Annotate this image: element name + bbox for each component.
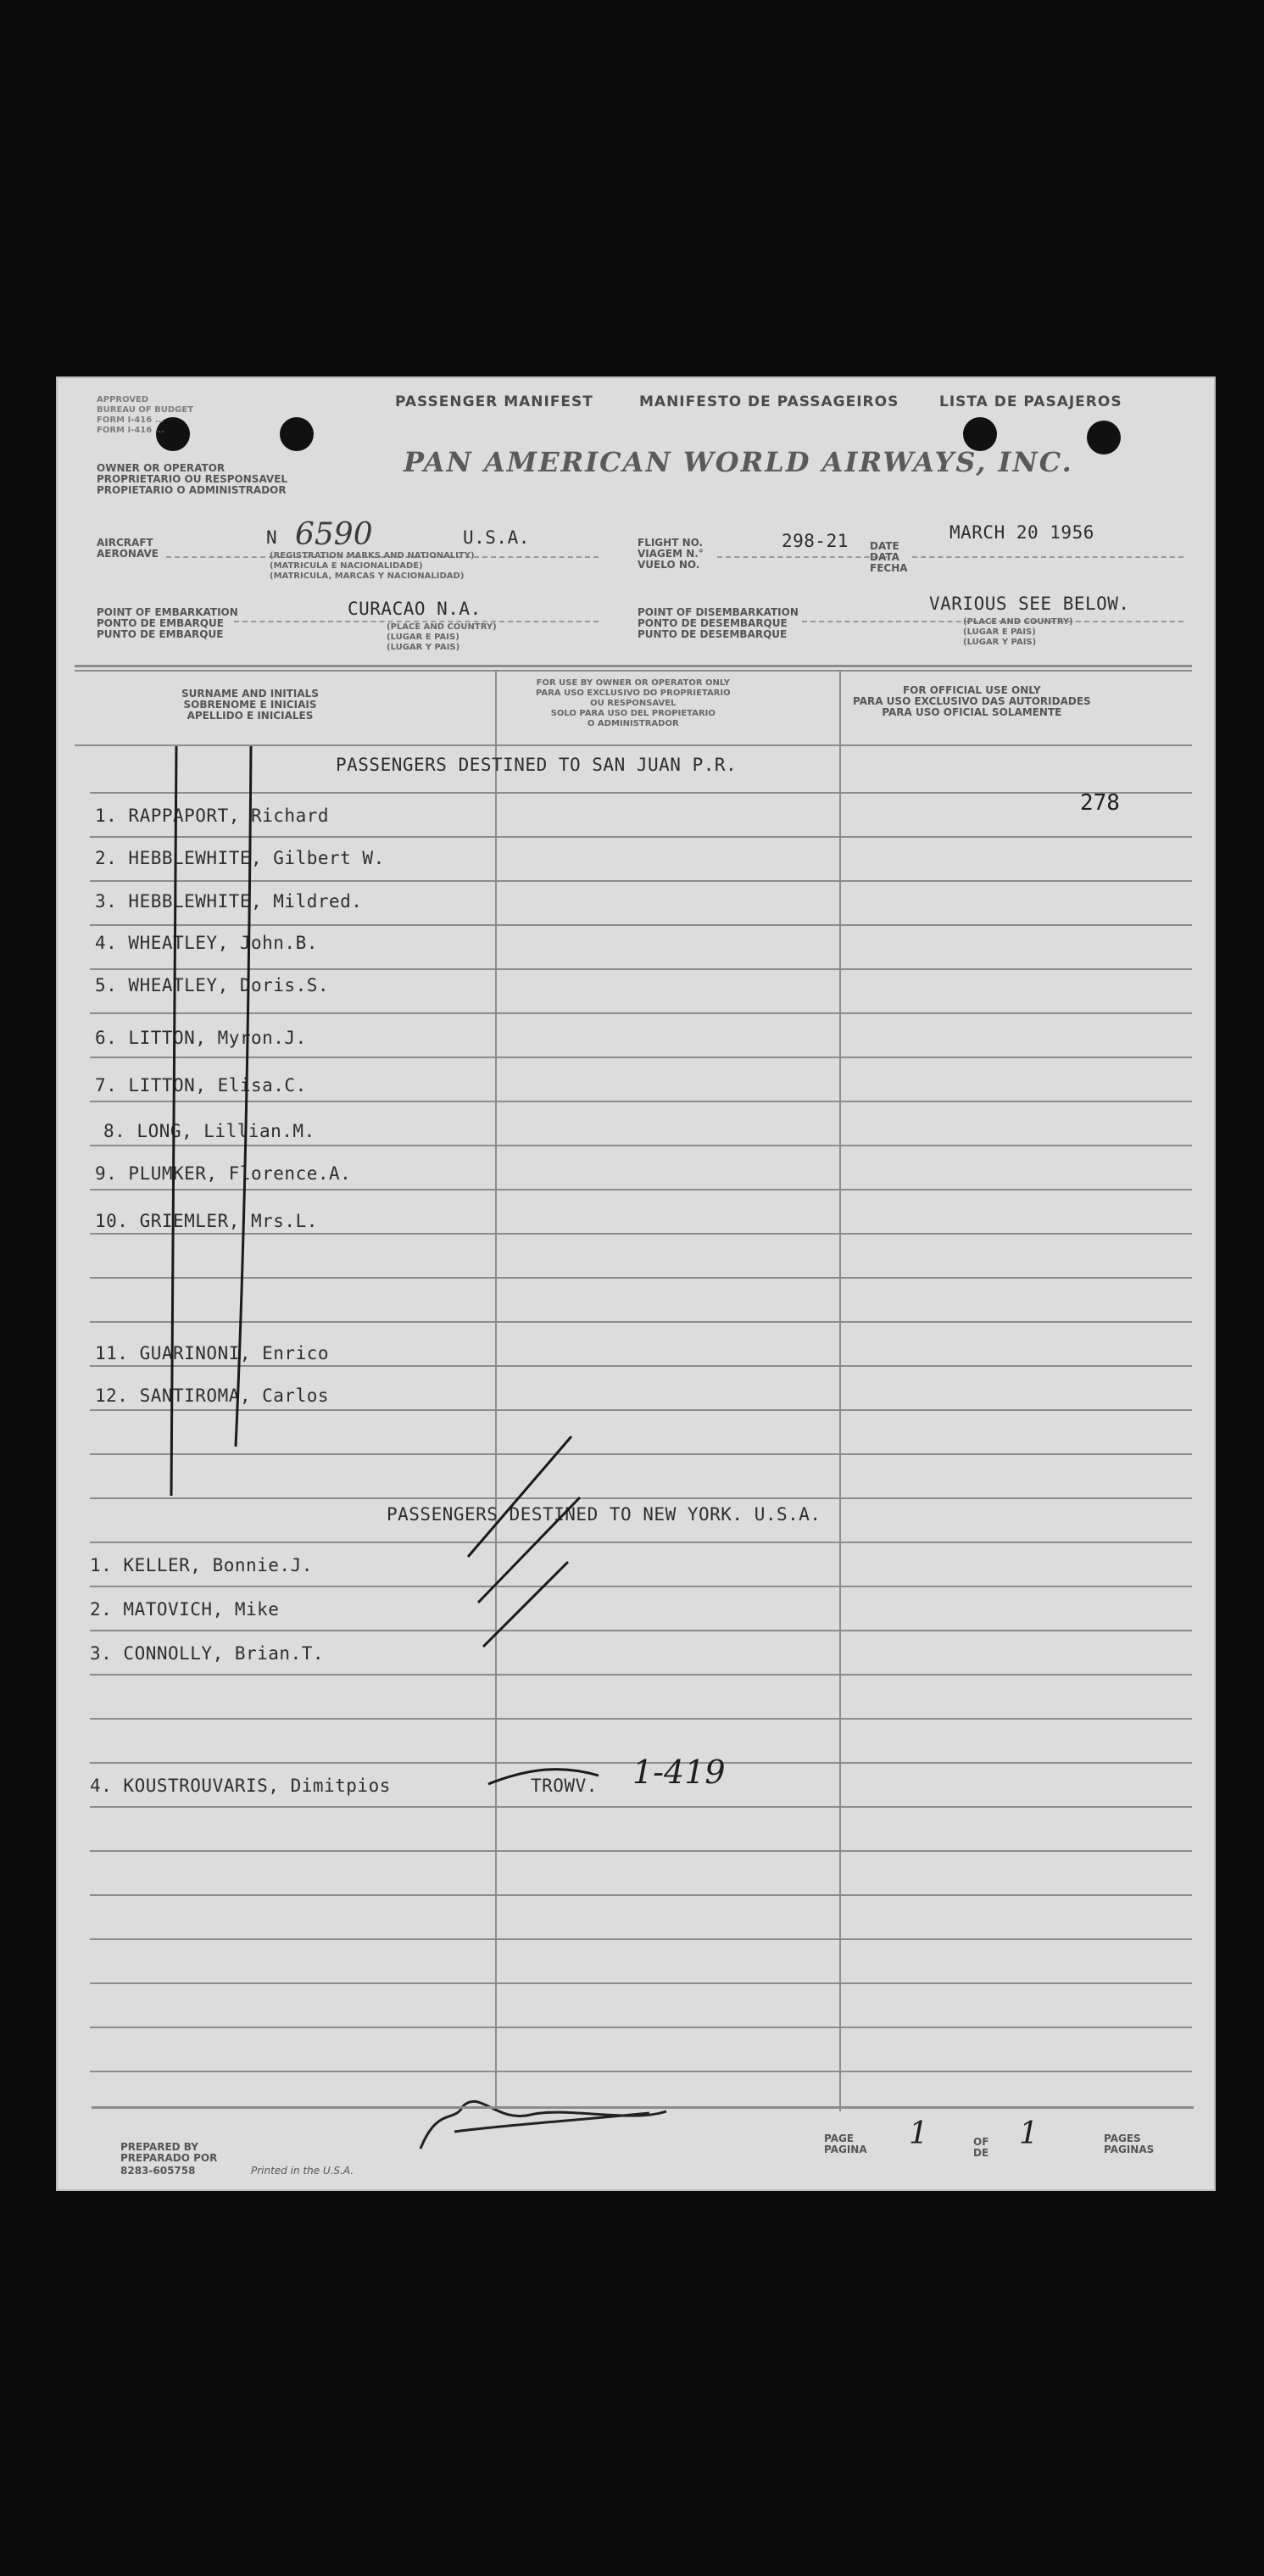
pen-marks bbox=[56, 376, 1216, 2191]
passenger-row: 6. LITTON, Myron.J. bbox=[95, 1028, 307, 1048]
aircraft-sublabel: (REGISTRATION MARKS AND NATIONALITY) (MATRICULA E NACIONALIDADE) (MATRICULA, MARCAS Y NACIONALIDAD) bbox=[270, 551, 475, 581]
passenger-row: 8. LONG, Lillian.M. bbox=[103, 1121, 315, 1141]
passenger-row: 1. KELLER, Bonnie.J. bbox=[90, 1555, 313, 1575]
official-note: 278 bbox=[1080, 790, 1120, 816]
disembarkation-value: VARIOUS SEE BELOW. bbox=[929, 594, 1130, 614]
column-names-header: SURNAME AND INITIALS SOBRENOME E INICIAIS APELLIDO E INICIALES bbox=[181, 688, 319, 722]
page-label: PAGE PAGINA bbox=[824, 2133, 867, 2155]
disembarkation-sublabel: (PLACE AND COUNTRY) (LUGAR E PAIS) (LUGAR Y PAIS) bbox=[963, 617, 1073, 647]
of-label: OF DE bbox=[973, 2136, 989, 2159]
disembarkation-label: POINT OF DISEMBARKATION PONTO DE DESEMBARQUE PUNTO DE DESEMBARQUE bbox=[638, 606, 799, 640]
total-pages: 1 bbox=[1019, 2116, 1038, 2151]
passenger-row: 3. CONNOLLY, Brian.T. bbox=[90, 1643, 325, 1664]
column-official-header: FOR OFFICIAL USE ONLY PARA USO EXCLUSIVO DAS AUTORIDADES PARA USO OFICIAL SOLAMENTE bbox=[853, 684, 1091, 718]
passenger-row: 4. KOUSTROUVARIS, Dimitpios bbox=[90, 1776, 391, 1796]
passenger-row: 4. WHEATLEY, John.B. bbox=[95, 933, 318, 953]
flight-label: FLIGHT NO. VIAGEM N.° VUELO NO. bbox=[638, 537, 704, 571]
embarkation-value: CURACAO N.A. bbox=[348, 599, 482, 619]
owner-note-typed: TROWV. bbox=[531, 1776, 598, 1796]
title-spanish: LISTA DE PASAJEROS bbox=[939, 393, 1122, 410]
footer-border bbox=[92, 2106, 1194, 2109]
form-code: 8283-605758 bbox=[120, 2165, 196, 2177]
aircraft-prefix: N bbox=[266, 527, 278, 548]
passenger-row: 3. HEBBLEWHITE, Mildred. bbox=[95, 891, 363, 912]
section-heading-new-york: PASSENGERS DESTINED TO NEW YORK. U.S.A. bbox=[387, 1504, 821, 1525]
passenger-row: 5. WHEATLEY, Doris.S. bbox=[95, 975, 330, 995]
company-name: PAN AMERICAN WORLD AIRWAYS, INC. bbox=[404, 446, 1073, 478]
prepared-by-label: PREPARED BY PREPARADO POR bbox=[120, 2141, 218, 2164]
passenger-row: 11. GUARINONI, Enrico bbox=[95, 1343, 330, 1363]
passenger-row: 10. GRIEMLER, Mrs.L. bbox=[95, 1211, 318, 1231]
flight-date: MARCH 20 1956 bbox=[949, 522, 1094, 543]
aircraft-number: 6590 bbox=[295, 517, 373, 552]
owner-label: OWNER OR OPERATOR PROPRIETARIO OU RESPONSAVEL PROPIETARIO O ADMINISTRADOR bbox=[97, 462, 288, 496]
embarkation-sublabel: (PLACE AND COUNTRY) (LUGAR E PAIS) (LUGAR Y PAIS) bbox=[387, 622, 497, 652]
passenger-row: 7. LITTON, Elisa.C. bbox=[95, 1075, 307, 1096]
column-owner-header: FOR USE BY OWNER OR OPERATOR ONLY PARA USO EXCLUSIVO DO PROPRIETARIO OU RESPONSAVEL SOLO PARA USO DEL PROPIETARIO O ADMINISTRADOR bbox=[536, 678, 731, 728]
page-number: 1 bbox=[909, 2116, 928, 2151]
section-heading-san-juan: PASSENGERS DESTINED TO SAN JUAN P.R. bbox=[336, 755, 738, 775]
passenger-row: 9. PLUMKER, Florence.A. bbox=[95, 1163, 352, 1184]
passenger-row: 1. RAPPAPORT, Richard bbox=[95, 806, 330, 826]
aircraft-label: AIRCRAFT AERONAVE bbox=[97, 537, 159, 560]
title-portuguese: MANIFESTO DE PASSAGEIROS bbox=[639, 393, 899, 410]
printed-in: Printed in the U.S.A. bbox=[251, 2165, 354, 2177]
flight-number: 298-21 bbox=[782, 531, 849, 551]
aircraft-country: U.S.A. bbox=[463, 527, 530, 548]
embarkation-label: POINT OF EMBARKATION PONTO DE EMBARQUE PUNTO DE EMBARQUE bbox=[97, 606, 238, 640]
passenger-row: 2. MATOVICH, Mike bbox=[90, 1599, 280, 1620]
owner-note-handwritten: 1-419 bbox=[632, 1754, 726, 1791]
passenger-row: 12. SANTIROMA, Carlos bbox=[95, 1386, 330, 1406]
approval-stamp: APPROVED BUREAU OF BUDGET FORM I-416 ... FORM I-416 ... bbox=[97, 395, 194, 435]
manifest-sheet bbox=[56, 376, 1216, 2191]
date-label: DATE DATA FECHA bbox=[870, 540, 908, 574]
passenger-row: 2. HEBBLEWHITE, Gilbert W. bbox=[95, 848, 385, 868]
title-english: PASSENGER MANIFEST bbox=[395, 393, 593, 410]
pages-label: PAGES PAGINAS bbox=[1104, 2133, 1155, 2155]
